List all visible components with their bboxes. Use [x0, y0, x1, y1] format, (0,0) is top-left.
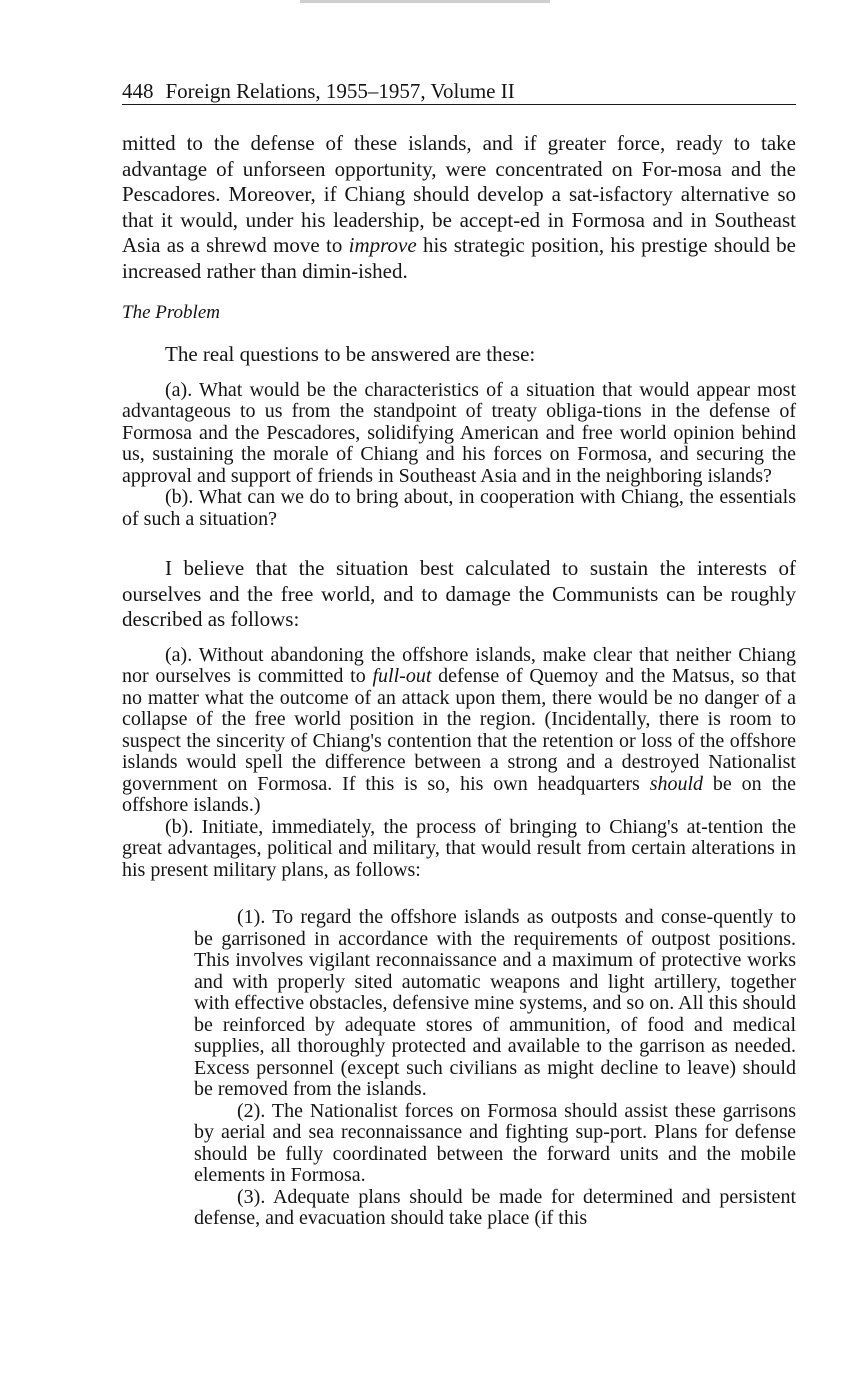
question-b: (b). What can we do to bring about, in cooperation with Chiang, the essentials of such a situation?	[122, 486, 796, 530]
questions-lead: The real questions to be answered are these:	[165, 342, 536, 366]
point-a-text-2: defense of Quemoy and the Matsus, so that no matter what the outcome of an attack upon them, there would be no danger of a collapse of the free world position in the region. (Incidentally, there is room to suspect the sincerity of Chiang's contention that the retention or loss of the offshore islands would spell the difference between a strong and a destroyed Nationalist government on Formosa. If this is so, his own headquarters	[122, 665, 797, 795]
sub-point-1: (1). To regard the offshore islands as outposts and conse-quently to be garrisoned in accordance with the requirements of outpost positions. This involves vigilant reconnaissance and a maximum of protective works and with properly sited automatic weapons and light artillery, together with effective obstacles, defensive mine systems, and so on. All this should be reinforced by adequate stores of ammunition, of food and medical supplies, all thoroughly protected and available to the garrison as needed. Excess personnel (except such civilians as might decline to leave) should be removed from the islands.	[194, 906, 796, 1100]
intro-paragraph	[122, 131, 796, 284]
point-a-emphasis-1: full-out	[372, 665, 432, 687]
sub-point-2: (2). The Nationalist forces on Formosa should assist these garrisons by aerial and sea reconnaissance and fighting sup-port. Plans for defense should be fully coordinated between the forward units and the mobile elements in Formosa.	[194, 1099, 796, 1186]
question-a: (a). What would be the characteristics of a situation that would appear most advantageous to us from the standpoint of treaty obliga-tions in the defense of Formosa and the Pescadores, solidifying American and free world opinion behind us, sustaining the morale of Chiang and his forces on Formosa, and securing the approval and support of friends in Southeast Asia and in the neighboring islands?	[122, 378, 796, 487]
intro-text-end: his strategic position, his prestige should be increased rather than dimin-ished.	[122, 233, 797, 283]
point-a-text-3: be on the offshore islands.)	[122, 772, 797, 816]
point-a-text-1: (a). Without abandoning the offshore islands, make clear that neither Chiang nor ourselves is committed to	[122, 643, 796, 687]
page-body	[122, 131, 796, 1230]
belief-paragraph: I believe that the situation best calculated to sustain the interests of ourselves and the free world, and to damage the Communists can be roughly described as follows:	[122, 556, 796, 631]
publication-title: Foreign Relations, 1955–1957, Volume II	[165, 79, 515, 103]
page-number: 448	[122, 79, 154, 103]
point-a-emphasis-2: should	[649, 772, 704, 795]
intro-text: mitted to the defense of these islands, and if greater force, ready to take advantage of unforseen opportunity, were concentrated on For-mosa and the Pescadores. Moreover, if Chiang should develop a sat-isfactory alternative so that it would, under his leadership, be accept-ed in Formosa and in Southeast Asia as a shrewd move to	[122, 131, 796, 257]
running-header	[122, 78, 796, 105]
intro-emphasis: improve	[348, 233, 417, 257]
point-a	[122, 645, 796, 817]
point-b: (b). Initiate, immediately, the process of bringing to Chiang's at-tention the great advantages, political and military, that would result from certain alterations in his present military plans, as follows:	[122, 815, 796, 881]
scan-edge-mark	[300, 0, 550, 3]
sub-point-3: (3). Adequate plans should be made for determined and persistent defense, and evacuation should take place (if this	[194, 1185, 796, 1229]
section-heading: The Problem	[122, 302, 220, 323]
